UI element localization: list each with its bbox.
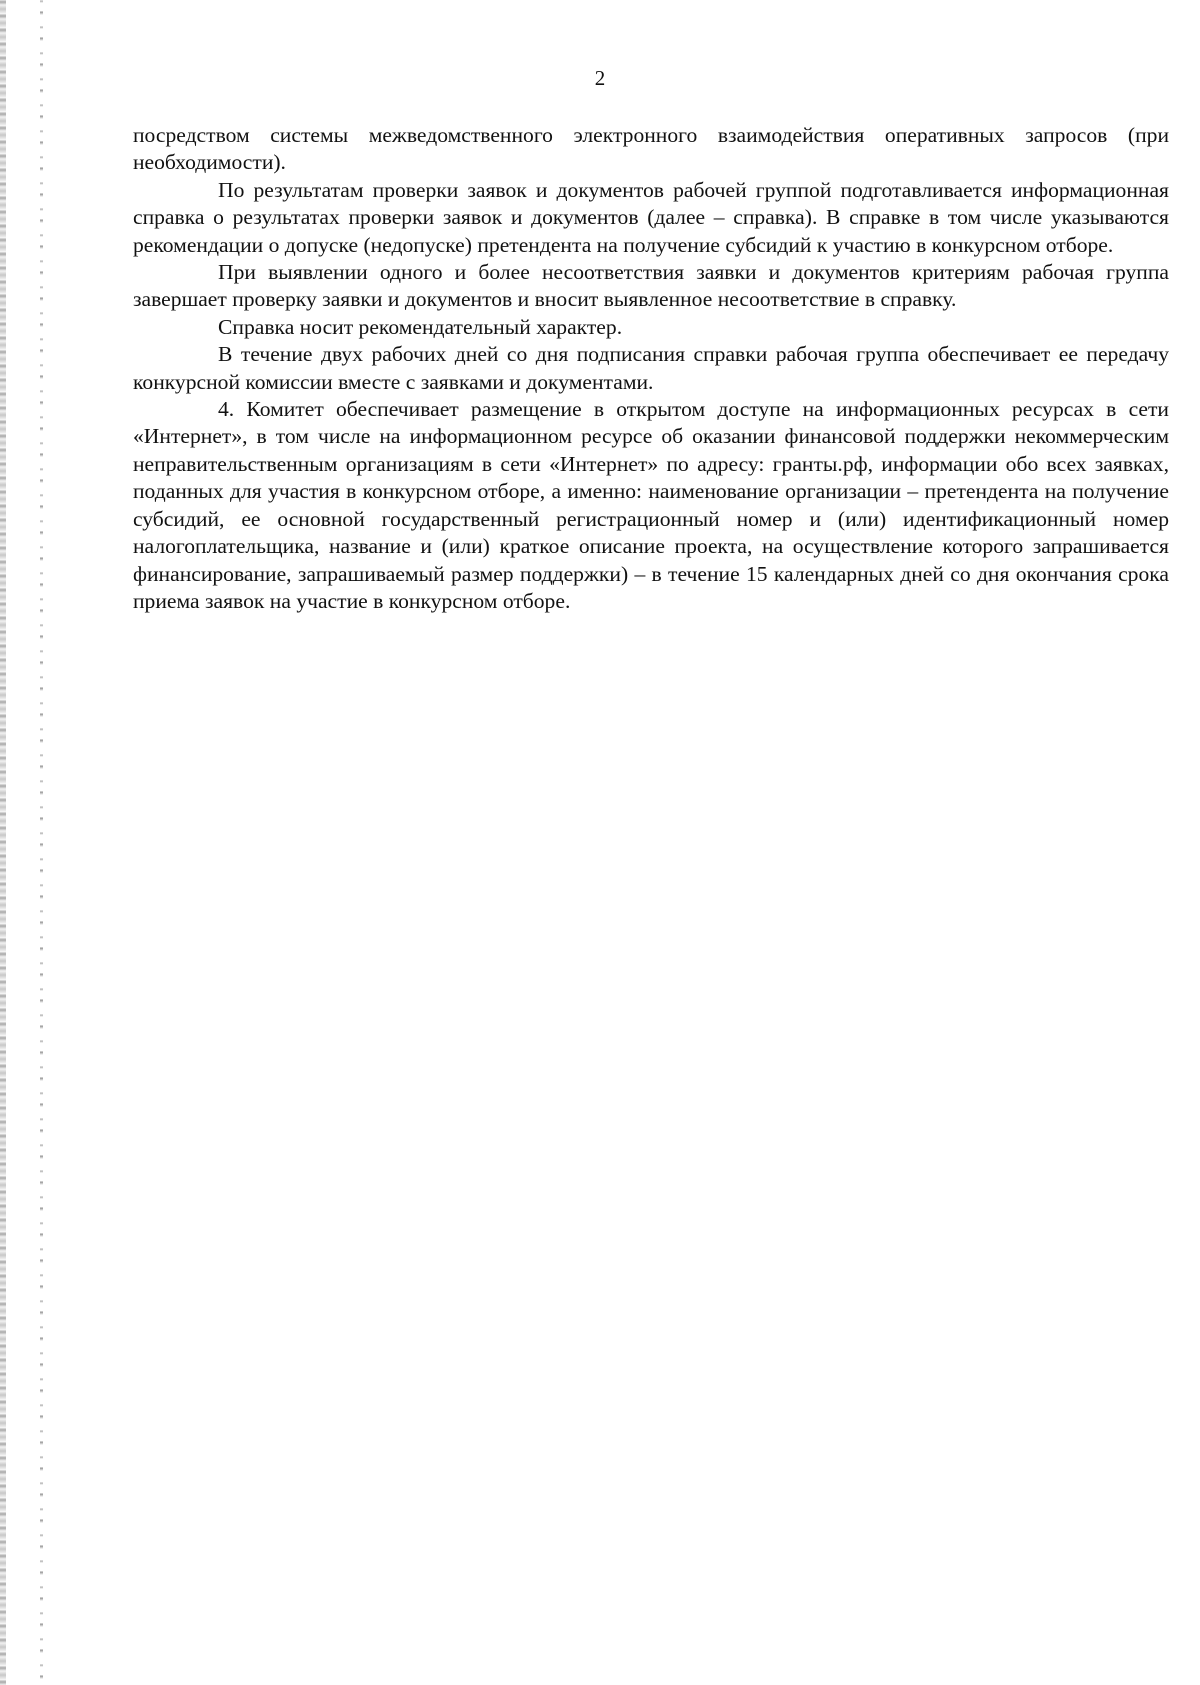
paragraph-transfer: В течение двух рабочих дней со дня подписания справки рабочая группа обеспечивает ее передачу конкурсной комиссии вместе с заявками и документами. xyxy=(133,342,1169,394)
scan-margin-artifact xyxy=(40,0,43,1685)
paragraph-check-results: По результатам проверки заявок и документов рабочей группой подготавливается информационная справка о результатах проверки заявок и документов (далее – справка). В справке в том числе указываются рекомендации о допуске (недопуске) претендента на получение субсидий к участию в конкурсном отборе. xyxy=(133,177,1169,257)
document-body xyxy=(133,122,1169,615)
paragraph-advisory-nature: Справка носит рекомендательный характер. xyxy=(218,314,623,339)
paragraph-nonconformity: При выявлении одного и более несоответствия заявки и документов критериям рабочая группа завершает проверку заявки и документов и вносит выявленное несоответствие в справку. xyxy=(133,260,1169,312)
page-number: 2 xyxy=(594,66,606,90)
paragraph-continuation: посредством системы межведомственного электронного взаимодействия оперативных запросов (при необходимости). xyxy=(133,123,1169,175)
scan-edge-artifact xyxy=(0,0,6,1685)
paragraph-item-4: 4. Комитет обеспечивает размещение в открытом доступе на информационных ресурсах в сети «Интернет», в том числе на информационном ресурсе об оказании финансовой поддержки некоммерческим неправительственным организациям в сети «Интернет» по адресу: гранты.рф, информации обо всех заявках, поданных для участия в конкурсном отборе, а именно: наименование организации – претендента на получение субсидий, ее основной государственный регистрационный номер и (или) идентификационный номер налогоплательщика, название и (или) краткое описание проекта, на осуществление которого запрашивается финансирование, запрашиваемый размер поддержки) – в течение 15 календарных дней со дня окончания срока приема заявок на участие в конкурсном отборе. xyxy=(133,397,1169,613)
